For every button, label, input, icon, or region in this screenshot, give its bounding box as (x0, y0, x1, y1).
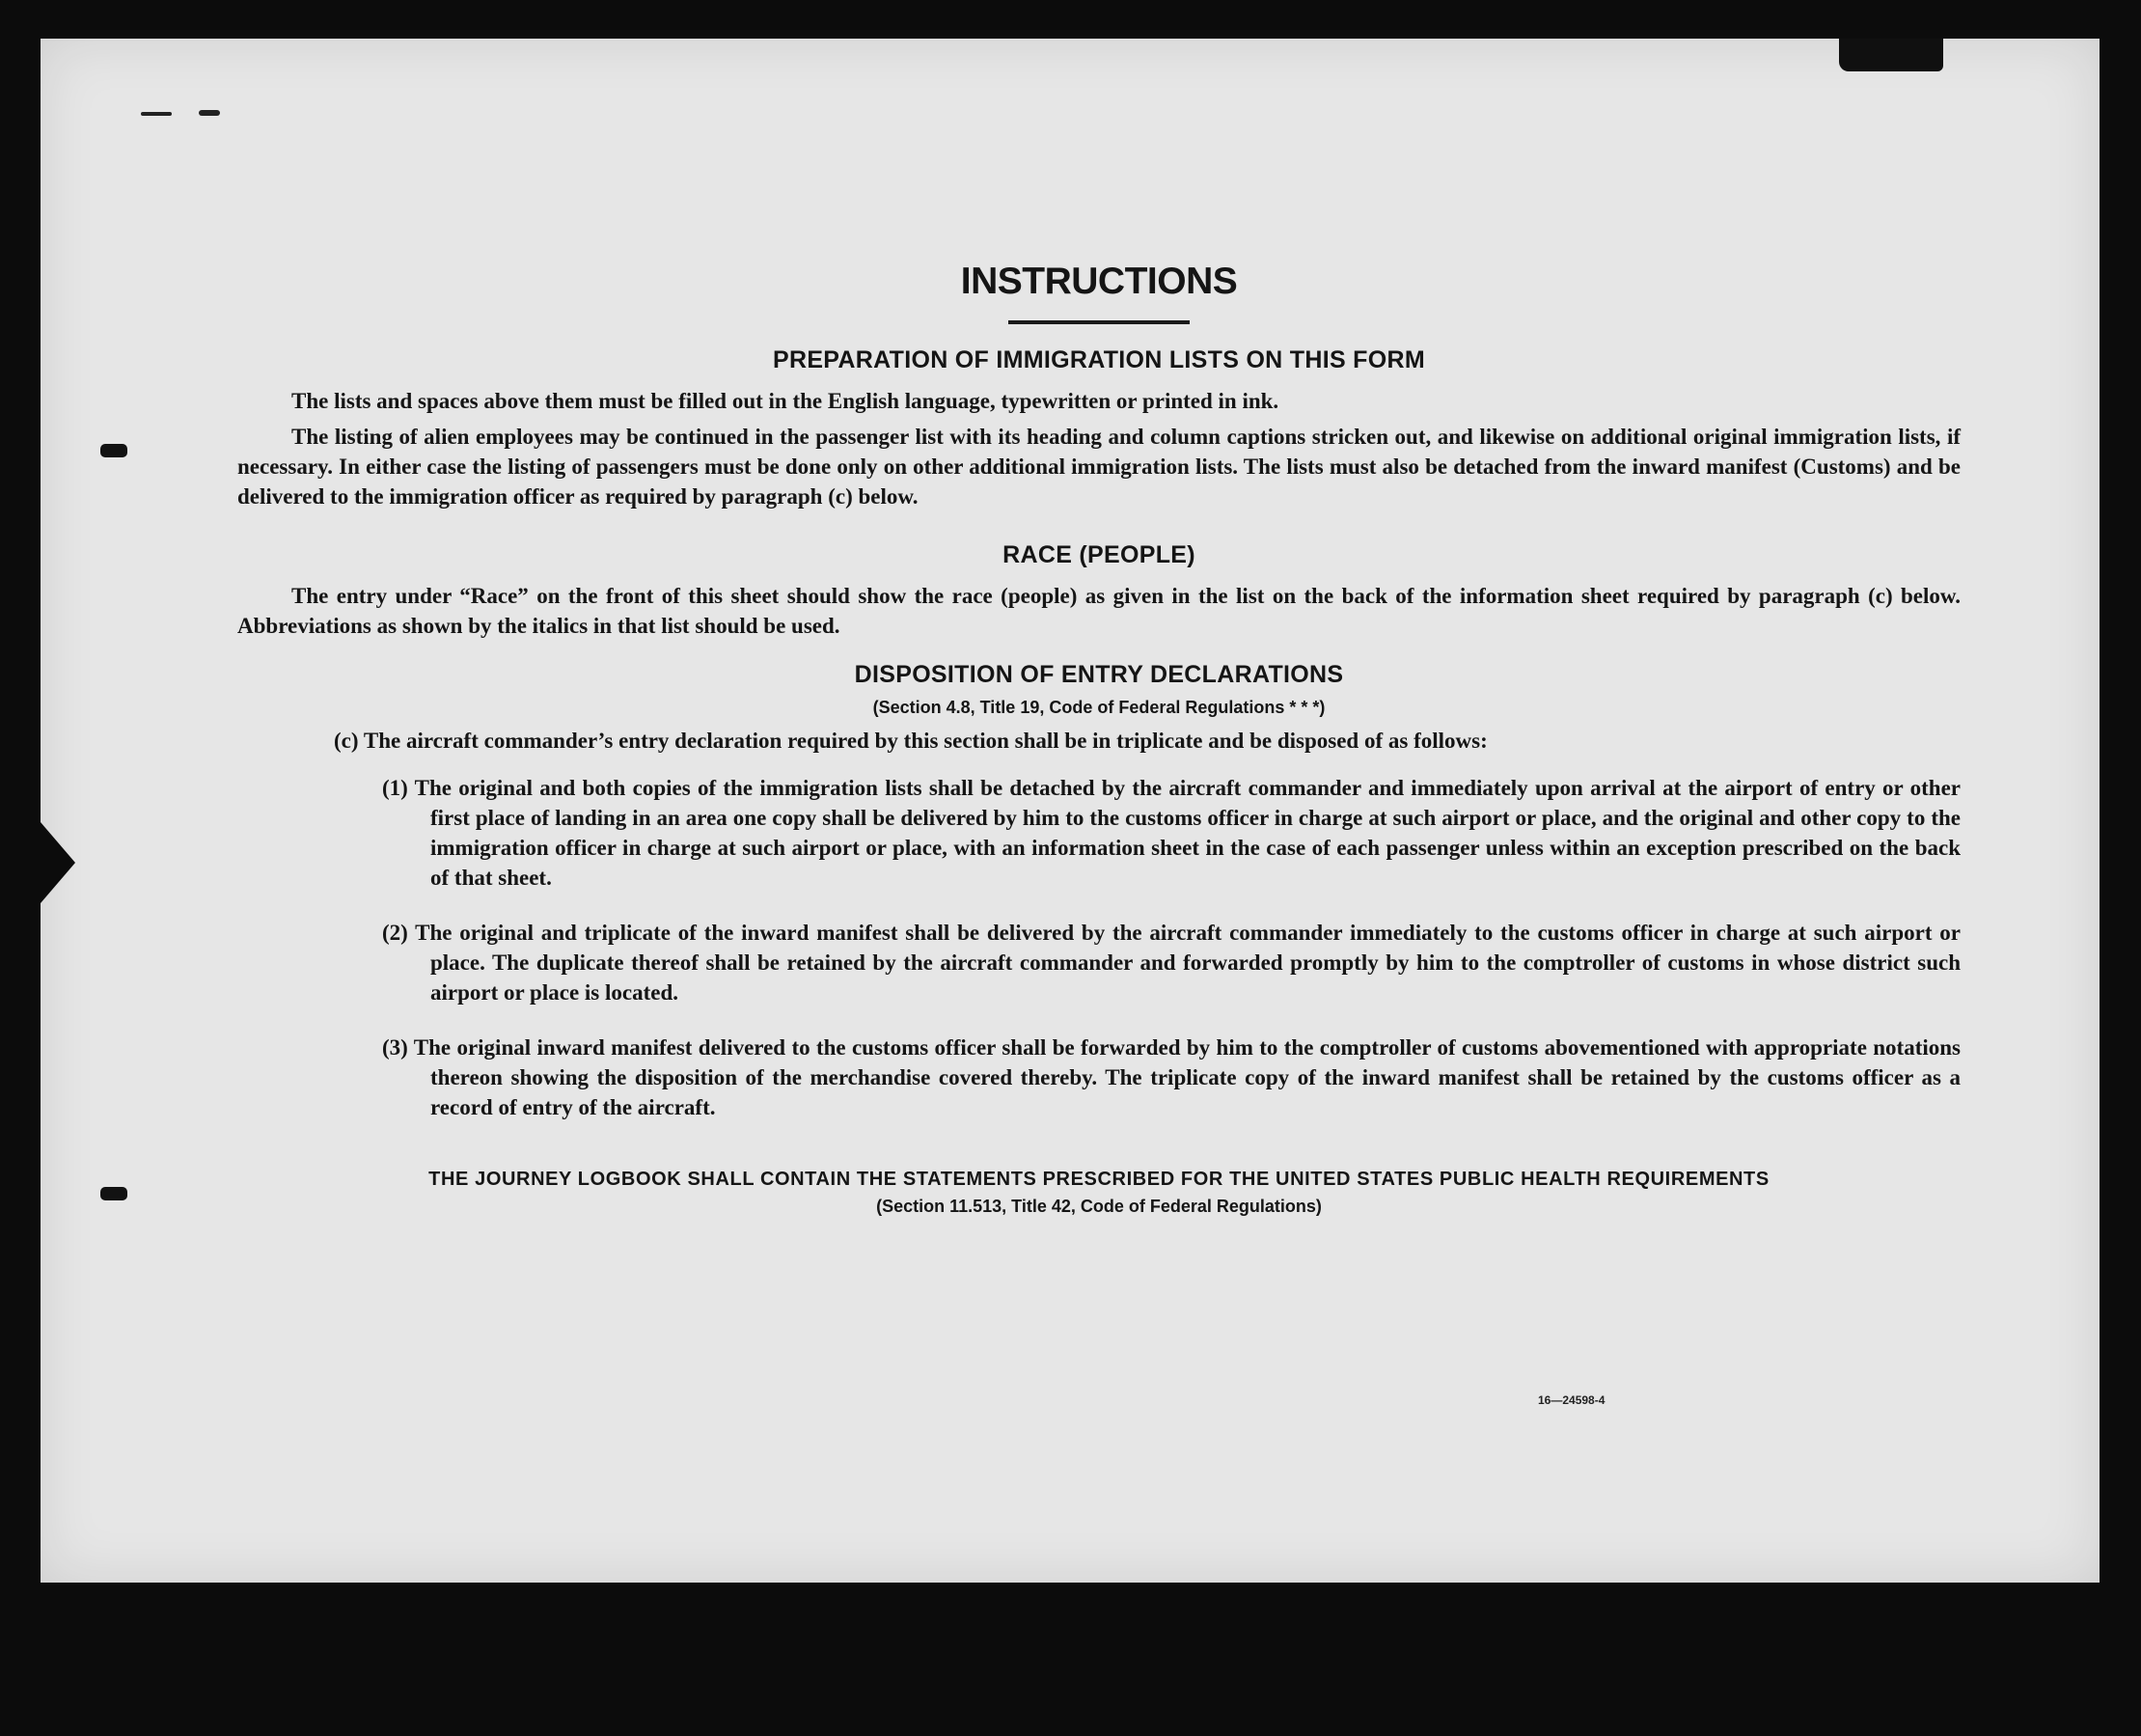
instructions-content (237, 259, 1961, 1219)
section-heading-disposition: DISPOSITION OF ENTRY DECLARATIONS (854, 661, 1344, 688)
hole-punch-mark (100, 444, 127, 457)
disposition-item-3: (3) The original inward manifest delivered to the customs officer shall be forwarded by him to the comptroller of customs abovementioned with appropriate notations thereon showing the disposition of the merchandise covered thereby. The triplicate copy of the inward manifest shall be retained by the customs officer as a record of entry of the aircraft. (382, 1035, 1961, 1119)
disposition-citation: (Section 4.8, Title 19, Code of Federal Regulations * * *) (872, 698, 1326, 717)
section-heading-preparation: PREPARATION OF IMMIGRATION LISTS ON THIS FORM (773, 346, 1425, 373)
page-edge-notch (41, 822, 75, 903)
document-page (41, 39, 2100, 1583)
page-title: INSTRUCTIONS (960, 261, 1238, 302)
form-number: 16—24598-4 (1538, 1393, 1606, 1407)
disposition-item-1: (1) The original and both copies of the immigration lists shall be detached by the aircraft commander and immediately upon arrival at the airport of entry or other first place of landing in an area one copy shall be delivered by him to the customs officer in charge at such airport or place, and the original and other copy to the immigration officer in charge at such airport or place, with an information sheet in the case of each passenger unless within an exception prescribed on the back of that sheet. (382, 776, 1961, 890)
footer-heading: THE JOURNEY LOGBOOK SHALL CONTAIN THE STATEMENTS PRESCRIBED FOR THE UNITED STATES PUBLIC HEALTH REQUIREMENTS (428, 1169, 1770, 1190)
race-paragraph: The entry under “Race” on the front of this sheet should show the race (people) as given in the list on the back of the information sheet required by paragraph (c) below. Abbreviations as shown by the italics in that list should be used. (237, 584, 1961, 638)
disposition-clause-c: (c) The aircraft commander’s entry declaration required by this section shall be in triplicate and be disposed of as follows: (334, 729, 1488, 753)
scan-clip-mark (1839, 39, 1943, 71)
disposition-item-2: (2) The original and triplicate of the inward manifest shall be delivered by the aircraft commander immediately to the customs officer in charge at such airport or place. The duplicate thereof shall be retained by the aircraft commander and forwarded promptly by him to the comptroller of customs in whose district such airport or place is located. (382, 921, 1961, 1005)
section-heading-race: RACE (PEOPLE) (1002, 541, 1195, 568)
title-rule (1008, 320, 1190, 324)
scan-speck (141, 112, 172, 116)
preparation-paragraph-1: The lists and spaces above them must be filled out in the English language, typewritten or printed in ink. (291, 389, 1279, 413)
footer-citation: (Section 11.513, Title 42, Code of Federal Regulations) (876, 1197, 1322, 1216)
hole-punch-mark (100, 1187, 127, 1200)
scan-speck (199, 110, 220, 116)
preparation-paragraph-2: The listing of alien employees may be continued in the passenger list with its heading and column captions stricken out, and likewise on additional original immigration lists, if necessary. In either case the listing of passengers must be done only on other additional immigration lists. The lists must also be detached from the inward manifest (Customs) and be delivered to the immigration officer as required by paragraph (c) below. (237, 425, 1961, 509)
